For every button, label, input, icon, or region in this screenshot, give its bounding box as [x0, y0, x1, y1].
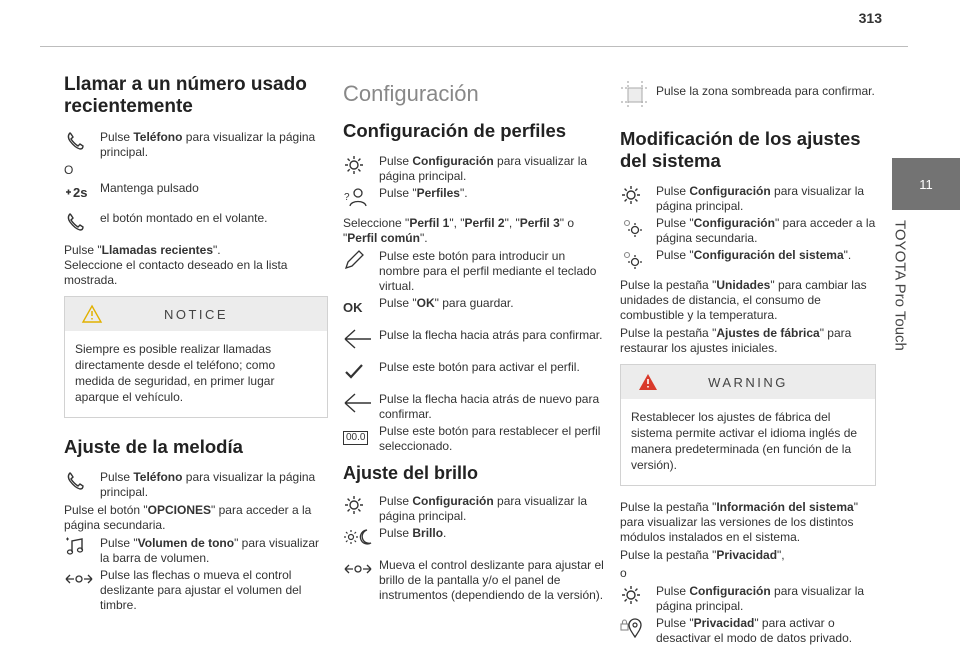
profiles-step-back: Pulse la flecha hacia atrás para confirmar.: [343, 328, 605, 350]
svg-text:?: ?: [344, 192, 350, 203]
system-step-system: Pulse "Configuración del sistema".: [620, 248, 876, 270]
warning-triangle-icon: [637, 372, 659, 392]
profiles-step-back-again: Pulse la flecha hacia atrás de nuevo para confirmar.: [343, 392, 605, 422]
warning-triangle-icon: [81, 304, 103, 324]
step-hold: 2s Mantenga pulsado: [64, 181, 328, 203]
or-text: O: [64, 163, 74, 177]
column-2: [343, 74, 605, 605]
back-arrow-icon: [343, 328, 379, 350]
system-factory: Pulse la pestaña "Ajustes de fábrica" para restaurar los ajustes iniciales.: [620, 326, 852, 355]
back-arrow-icon: [343, 392, 379, 414]
notice-header: [65, 297, 327, 331]
melody-step-phone: Pulse Teléfono para visualizar la página principal.: [64, 470, 328, 500]
top-rule: [40, 46, 908, 47]
column-3: [620, 74, 876, 648]
melody-title: Ajuste de la melodía: [64, 436, 243, 457]
svg-text:2s: 2s: [73, 185, 88, 200]
melody-step-volume: Pulse "Volumen de tono" para visualizar la barra de volumen.: [64, 536, 328, 566]
melody-step-slider: Pulse las flechas o mueva el control deslizante para ajustar el volumen del timbre.: [64, 568, 328, 613]
ok-icon: OK: [343, 299, 363, 315]
or-text: o: [620, 566, 627, 580]
music-note-icon: [64, 536, 100, 558]
profiles-select: Seleccione "Perfil 1", "Perfil 2", "Perfil 3" o "Perfil común".: [343, 216, 575, 245]
warning-box: [620, 364, 876, 486]
slider-arrows-icon: [64, 568, 100, 590]
phone-icon: [64, 130, 100, 152]
brightness-moon-icon: [343, 526, 379, 548]
notice-text: Siempre es posible realizar llamadas directamente desde el teléfono; como medida de seguridad, en primer lugar aparque el vehículo.: [75, 342, 276, 404]
warning-title: WARNING: [708, 374, 788, 390]
system-step-secondary: Pulse "Configuración" para acceder a la página secundaria.: [620, 216, 876, 246]
brightness-title: Ajuste del brillo: [343, 463, 479, 483]
slider-arrows-icon: [343, 558, 379, 580]
brightness-step-settings: Pulse Configuración para visualizar la página principal.: [343, 494, 605, 524]
chapter-title: TOYOTA Pro Touch: [891, 220, 909, 351]
gear-icon: [343, 154, 379, 176]
privacy-step-privacy: Pulse "Privacidad" para activar o desactivar el modo de datos privado.: [620, 616, 876, 646]
section-title: Configuración: [343, 81, 479, 106]
recent-call-title: Llamar a un número usado recientemente: [64, 74, 307, 117]
column-1: [64, 74, 328, 615]
system-step-settings: Pulse Configuración para visualizar la página principal.: [620, 184, 876, 214]
step-phone: Pulse Teléfono para visualizar la página principal.: [64, 130, 328, 160]
profiles-step-activate: Pulse este botón para activar el perfil.: [343, 360, 605, 382]
reset-counter-icon: 00.0: [343, 424, 379, 446]
phone-icon: [64, 470, 100, 492]
profiles-step-settings: Pulse Configuración para visualizar la página principal.: [343, 154, 605, 184]
profiles-step-profiles: ? Pulse "Perfiles".: [343, 186, 605, 208]
melody-step-options: Pulse el botón "OPCIONES" para acceder a la página secundaria.: [64, 503, 312, 532]
step-wheel: el botón montado en el volante.: [64, 211, 328, 233]
double-gear-icon: [620, 216, 656, 238]
warning-text: Restablecer los ajustes de fábrica del sistema permite activar el idioma inglés de manera predeterminada (en función de la versión).: [631, 410, 858, 472]
notice-title: NOTICE: [163, 306, 229, 322]
double-gear-icon: [620, 248, 656, 270]
gear-icon: [343, 494, 379, 516]
gear-icon: [620, 184, 656, 206]
page-number: 313: [858, 10, 882, 26]
system-settings-title: Modificación de los ajustes del sistema: [620, 128, 861, 171]
profiles-step-name: Pulse este botón para introducir un nombre para el perfil mediante el teclado virtual.: [343, 249, 605, 294]
checkmark-icon: [343, 360, 379, 382]
hold-2s-icon: [64, 181, 100, 203]
system-units: Pulse la pestaña "Unidades" para cambiar las unidades de distancia, el consumo de combustible y la temperatura.: [620, 278, 867, 322]
brightness-step-brillo: Pulse Brillo.: [343, 526, 605, 548]
brightness-step-slider: Mueva el control deslizante para ajustar el brillo de la pantalla y/o el panel de instrumentos (dependiendo de la versión).: [343, 558, 605, 603]
confirm-shaded-step: Pulse la zona sombreada para confirmar.: [620, 84, 876, 106]
profile-user-icon: [343, 186, 379, 208]
privacy-step-settings: Pulse Configuración para visualizar la página principal.: [620, 584, 876, 614]
gear-icon: [620, 584, 656, 606]
location-privacy-icon: [620, 616, 656, 638]
shaded-grid-icon: [620, 84, 656, 106]
profiles-title: Configuración de perfiles: [343, 120, 567, 141]
warning-header: [621, 365, 875, 399]
profiles-step-reset: 00.0 Pulse este botón para restablecer el perfil seleccionado.: [343, 424, 605, 454]
system-privacy-tab: Pulse la pestaña "Privacidad",: [620, 548, 785, 562]
notice-box: [64, 296, 328, 418]
step-recent: Pulse "Llamadas recientes". Seleccione el contacto deseado en la lista mostrada.: [64, 243, 288, 287]
pencil-icon: [343, 249, 379, 271]
profiles-step-ok: OK Pulse "OK" para guardar.: [343, 296, 605, 318]
system-info: Pulse la pestaña "Información del sistema" para visualizar las versiones de los distintos módulos instalados en el sistema.: [620, 500, 858, 544]
phone-icon: [64, 211, 100, 233]
chapter-tab: 11: [892, 158, 960, 210]
